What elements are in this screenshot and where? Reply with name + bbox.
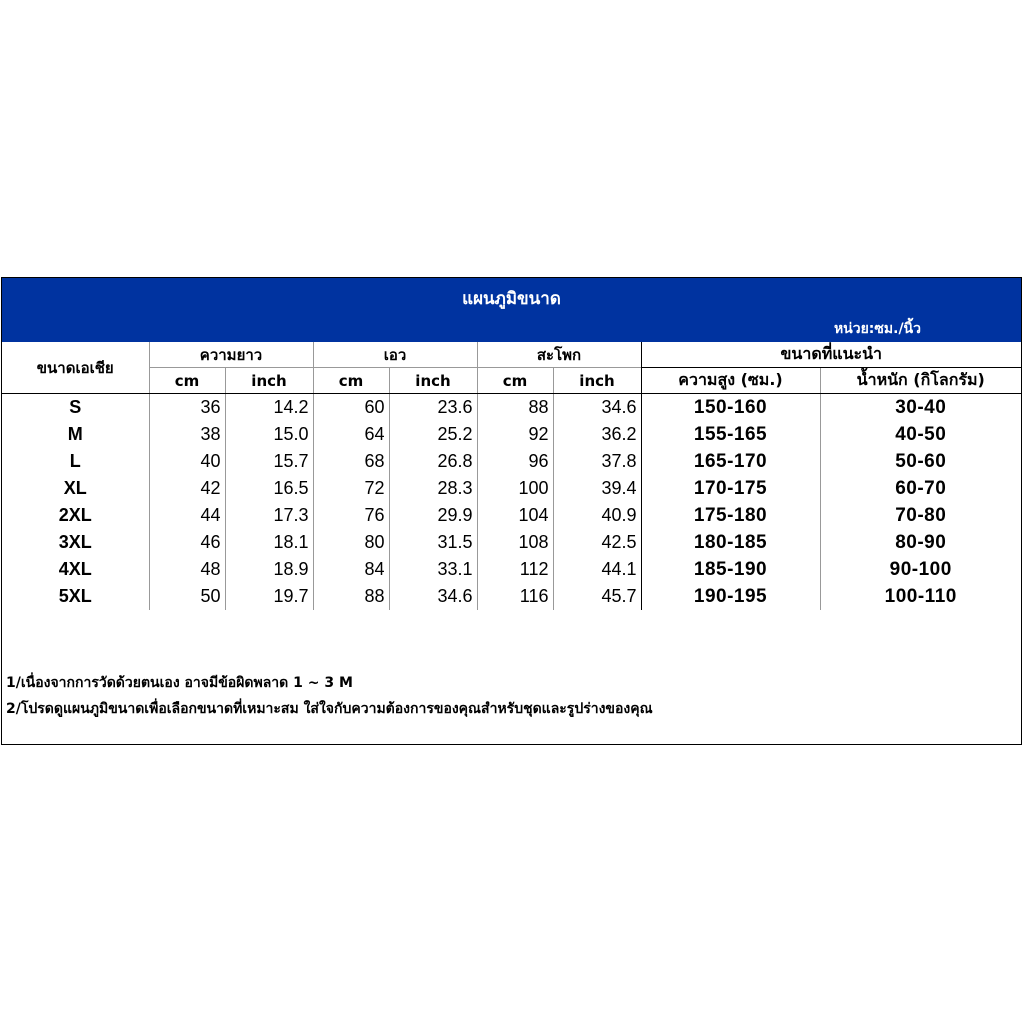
size-chart: [1, 277, 1022, 745]
table-row: [2, 448, 1021, 475]
table-row: [2, 583, 1021, 610]
col-size: ขนาดเอเชีย: [2, 342, 149, 394]
cell-waist-in: 28.3: [389, 475, 477, 502]
unit-inch: inch: [225, 368, 313, 394]
cell-waist-in: 31.5: [389, 529, 477, 556]
cell-length-cm: 38: [149, 421, 225, 448]
cell-hip-cm: 100: [477, 475, 553, 502]
cell-waist-in: 23.6: [389, 394, 477, 422]
cell-size: XL: [63, 478, 87, 498]
cell-weight: 50-60: [820, 448, 1021, 475]
cell-length-in: 16.5: [225, 475, 313, 502]
cell-hip-cm: 112: [477, 556, 553, 583]
note-2: 2/โปรดดูแผนภูมิขนาดเพื่อเลือกขนาดที่เหมาะสม ใส่ใจกับความต้องการของคุณสำหรับชุดและรูปร่างของคุณ: [6, 701, 653, 717]
cell-length-in: 18.1: [225, 529, 313, 556]
cell-weight: 80-90: [820, 529, 1021, 556]
cell-hip-in: 34.6: [553, 394, 641, 422]
cell-length-cm: 48: [149, 556, 225, 583]
cell-length-in: 15.0: [225, 421, 313, 448]
col-waist: เอว: [313, 342, 477, 368]
col-height: ความสูง (ซม.): [641, 368, 820, 394]
size-rows: [2, 394, 1021, 611]
cell-waist-in: 29.9: [389, 502, 477, 529]
cell-length-cm: 42: [149, 475, 225, 502]
chart-title: แผนภูมิขนาด: [462, 289, 561, 309]
cell-hip-in: 45.7: [553, 583, 641, 610]
table-row: [2, 556, 1021, 583]
cell-weight: 30-40: [820, 394, 1021, 422]
table-row: [2, 421, 1021, 448]
cell-size: 2XL: [58, 505, 92, 525]
cell-length-cm: 46: [149, 529, 225, 556]
cell-hip-cm: 116: [477, 583, 553, 610]
cell-waist-cm: 84: [313, 556, 389, 583]
cell-hip-cm: 88: [477, 394, 553, 422]
cell-waist-in: 26.8: [389, 448, 477, 475]
cell-length-in: 18.9: [225, 556, 313, 583]
cell-size: 4XL: [58, 559, 92, 579]
cell-length-in: 14.2: [225, 394, 313, 422]
cell-hip-cm: 92: [477, 421, 553, 448]
cell-length-cm: 50: [149, 583, 225, 610]
cell-waist-cm: 68: [313, 448, 389, 475]
col-hip: สะโพก: [477, 342, 641, 368]
col-length: ความยาว: [149, 342, 313, 368]
cell-height: 185-190: [641, 556, 820, 583]
cell-weight: 100-110: [820, 583, 1021, 610]
cell-hip-in: 37.8: [553, 448, 641, 475]
table-row: [2, 475, 1021, 502]
table-row: [2, 394, 1021, 422]
cell-hip-cm: 96: [477, 448, 553, 475]
cell-waist-cm: 72: [313, 475, 389, 502]
header-banner: [2, 278, 1021, 342]
unit-inch: inch: [389, 368, 477, 394]
cell-size: L: [69, 451, 81, 471]
table-row: [2, 502, 1021, 529]
cell-waist-cm: 88: [313, 583, 389, 610]
cell-length-cm: 36: [149, 394, 225, 422]
cell-hip-in: 36.2: [553, 421, 641, 448]
cell-height: 165-170: [641, 448, 820, 475]
cell-hip-in: 40.9: [553, 502, 641, 529]
size-table: [2, 342, 1021, 610]
col-weight: น้ำหนัก (กิโลกรัม): [820, 368, 1021, 394]
cell-waist-cm: 76: [313, 502, 389, 529]
cell-height: 180-185: [641, 529, 820, 556]
cell-hip-in: 44.1: [553, 556, 641, 583]
note-1: 1/เนื่องจากการวัดด้วยตนเอง อาจมีข้อผิดพลาด 1 ~ 3 M: [6, 675, 353, 691]
cell-waist-in: 25.2: [389, 421, 477, 448]
cell-height: 155-165: [641, 421, 820, 448]
cell-size: S: [69, 397, 82, 417]
cell-size: 3XL: [58, 532, 92, 552]
cell-height: 150-160: [641, 394, 820, 422]
cell-weight: 40-50: [820, 421, 1021, 448]
cell-length-cm: 44: [149, 502, 225, 529]
cell-waist-in: 34.6: [389, 583, 477, 610]
cell-waist-cm: 64: [313, 421, 389, 448]
cell-height: 175-180: [641, 502, 820, 529]
cell-waist-cm: 80: [313, 529, 389, 556]
cell-length-in: 19.7: [225, 583, 313, 610]
cell-height: 170-175: [641, 475, 820, 502]
unit-cm: cm: [313, 368, 389, 394]
cell-weight: 70-80: [820, 502, 1021, 529]
unit-cm: cm: [477, 368, 553, 394]
col-recommended: ขนาดที่แนะนำ: [641, 342, 1021, 368]
unit-inch: inch: [553, 368, 641, 394]
unit-label: หน่วย:ซม./นิ้ว: [833, 321, 921, 337]
cell-weight: 90-100: [820, 556, 1021, 583]
cell-hip-in: 42.5: [553, 529, 641, 556]
cell-height: 190-195: [641, 583, 820, 610]
cell-hip-cm: 108: [477, 529, 553, 556]
cell-length-in: 17.3: [225, 502, 313, 529]
table-row: [2, 529, 1021, 556]
cell-waist-cm: 60: [313, 394, 389, 422]
cell-weight: 60-70: [820, 475, 1021, 502]
cell-length-cm: 40: [149, 448, 225, 475]
notes: [6, 670, 653, 722]
cell-waist-in: 33.1: [389, 556, 477, 583]
cell-length-in: 15.7: [225, 448, 313, 475]
unit-cm: cm: [149, 368, 225, 394]
cell-size: 5XL: [58, 586, 92, 606]
cell-size: M: [67, 424, 83, 444]
cell-hip-in: 39.4: [553, 475, 641, 502]
cell-hip-cm: 104: [477, 502, 553, 529]
